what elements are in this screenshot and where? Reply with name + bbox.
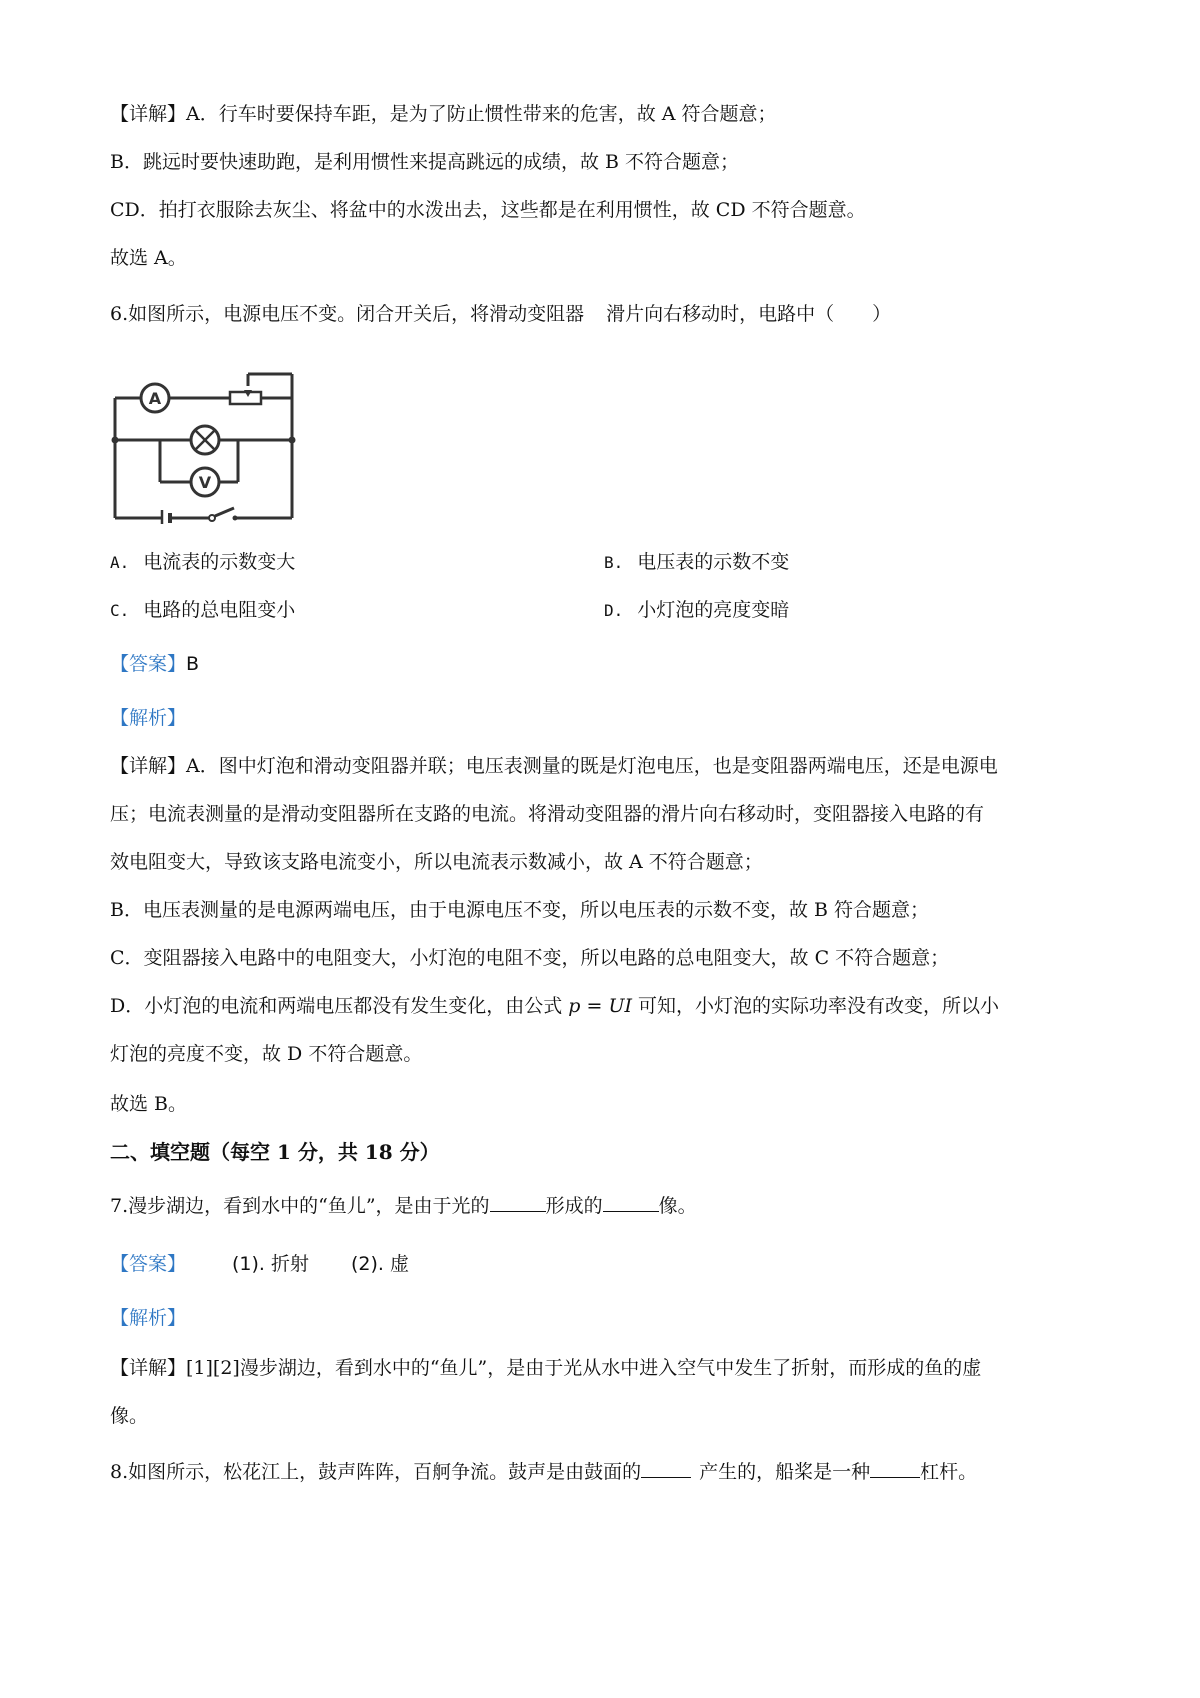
q7-stem-c: 像。 (658, 1195, 697, 1217)
q6-detail-line-4: B．电压表测量的是电源两端电压，由于电源电压不变，所以电压表的示数不变，故 B 符合题意； (110, 899, 930, 921)
q6-detail-d-after: 可知，小灯泡的实际功率没有改变，所以小 (638, 995, 1000, 1017)
q7-analysis-label: 【解析】 (110, 1307, 187, 1329)
q6-detail-line-6 (110, 992, 999, 1020)
option-text: 电压表的示数不变 (637, 551, 790, 573)
q6-stem-b: 滑片向右移动时，电路中（ ） (606, 303, 892, 325)
q6-choice: 故选 B。 (110, 1093, 188, 1115)
rheostat-icon (230, 392, 261, 404)
q7-answer (110, 1250, 409, 1278)
q7-stem-b: 形成的 (545, 1195, 603, 1217)
answer-label: 【答案】 (110, 653, 187, 675)
q6-option-b[interactable] (604, 548, 789, 577)
svg-text:A: A (148, 389, 162, 408)
prev-detail-a: 【详解】A．行车时要保持车距，是为了防止惯性带来的危害，故 A 符合题意； (110, 103, 777, 125)
q7-detail-line-2: 像。 (110, 1405, 149, 1427)
circuit-diagram (110, 364, 320, 524)
q6-analysis-label: 【解析】 (110, 707, 187, 729)
prev-detail-b: B．跳远时要快速助跑，是利用惯性来提高跳远的成绩，故 B 不符合题意； (110, 151, 740, 173)
option-text: 小灯泡的亮度变暗 (637, 599, 790, 621)
q6-stem-a: 6.如图所示，电源电压不变。闭合开关后，将滑动变阻器 (110, 303, 585, 325)
q6-detail-line-7: 灯泡的亮度不变，故 D 不符合题意。 (110, 1043, 423, 1065)
q6-detail-line-2: 压；电流表测量的是滑动变阻器所在支路的电流。将滑动变阻器的滑片向右移动时，变阻器接入电路的有 (110, 803, 985, 825)
q8-blank-2[interactable] (870, 1459, 920, 1478)
option-letter: D. (604, 601, 624, 620)
prev-choice: 故选 A。 (110, 247, 187, 269)
q6-option-d[interactable] (604, 596, 789, 625)
option-letter: C. (110, 601, 130, 620)
q7-stem (110, 1192, 697, 1220)
ammeter-icon (141, 384, 169, 412)
q7-stem-a: 7.漫步湖边，看到水中的“鱼儿”，是由于光的 (110, 1195, 490, 1217)
q7-detail-line-1: 【详解】[1][2]漫步湖边，看到水中的“鱼儿”，是由于光从水中进入空气中发生了折射，而形成的鱼的虚 (110, 1357, 982, 1379)
prev-detail-cd: CD．拍打衣服除去灰尘、将盆中的水泼出去，这些都是在利用惯性，故 CD 不符合题意。 (110, 199, 866, 221)
q6-detail-line-1: 【详解】A．图中灯泡和滑动变阻器并联；电压表测量的既是灯泡电压，也是变阻器两端电压，还是电源电 (110, 755, 998, 777)
answer-label: 【答案】 (110, 1253, 187, 1275)
q6-option-a[interactable] (110, 548, 295, 577)
option-text: 电流表的示数变大 (143, 551, 296, 573)
option-letter: A. (110, 553, 130, 572)
q7-blank-2[interactable] (603, 1193, 659, 1212)
option-letter: B. (604, 553, 624, 572)
q8-stem (110, 1458, 977, 1486)
q7-blank-1[interactable] (490, 1193, 546, 1212)
q6-detail-line-3: 效电阻变大，导致该支路电流变小，所以电流表示数减小，故 A 不符合题意； (110, 851, 763, 873)
q8-stem-b: 产生的，船桨是一种 (699, 1461, 871, 1483)
lamp-icon (191, 426, 219, 454)
answer-value-2: (2). 虚 (351, 1253, 410, 1275)
q6-detail-d-before: D．小灯泡的电流和两端电压都没有发生变化，由公式 (110, 995, 563, 1017)
q6-option-c[interactable] (110, 596, 295, 625)
q8-blank-1[interactable] (641, 1459, 691, 1478)
svg-text:V: V (198, 473, 212, 492)
q6-detail-line-5: C．变阻器接入电路中的电阻变大，小灯泡的电阻不变，所以电路的总电阻变大，故 C 不符合题意； (110, 947, 950, 969)
answer-value: B (186, 653, 200, 675)
answer-value-1: (1). 折射 (232, 1253, 310, 1275)
section-2-title: 二、填空题（每空 1 分，共 18 分） (110, 1140, 440, 1164)
q6-answer (110, 650, 199, 678)
option-text: 电路的总电阻变小 (143, 599, 296, 621)
q8-stem-a: 8.如图所示，松花江上，鼓声阵阵，百舸争流。鼓声是由鼓面的 (110, 1461, 642, 1483)
q8-stem-c: 杠杆。 (920, 1461, 978, 1483)
power-formula: p = UI (568, 995, 632, 1017)
voltmeter-icon (191, 468, 219, 496)
q6-stem (110, 300, 891, 328)
